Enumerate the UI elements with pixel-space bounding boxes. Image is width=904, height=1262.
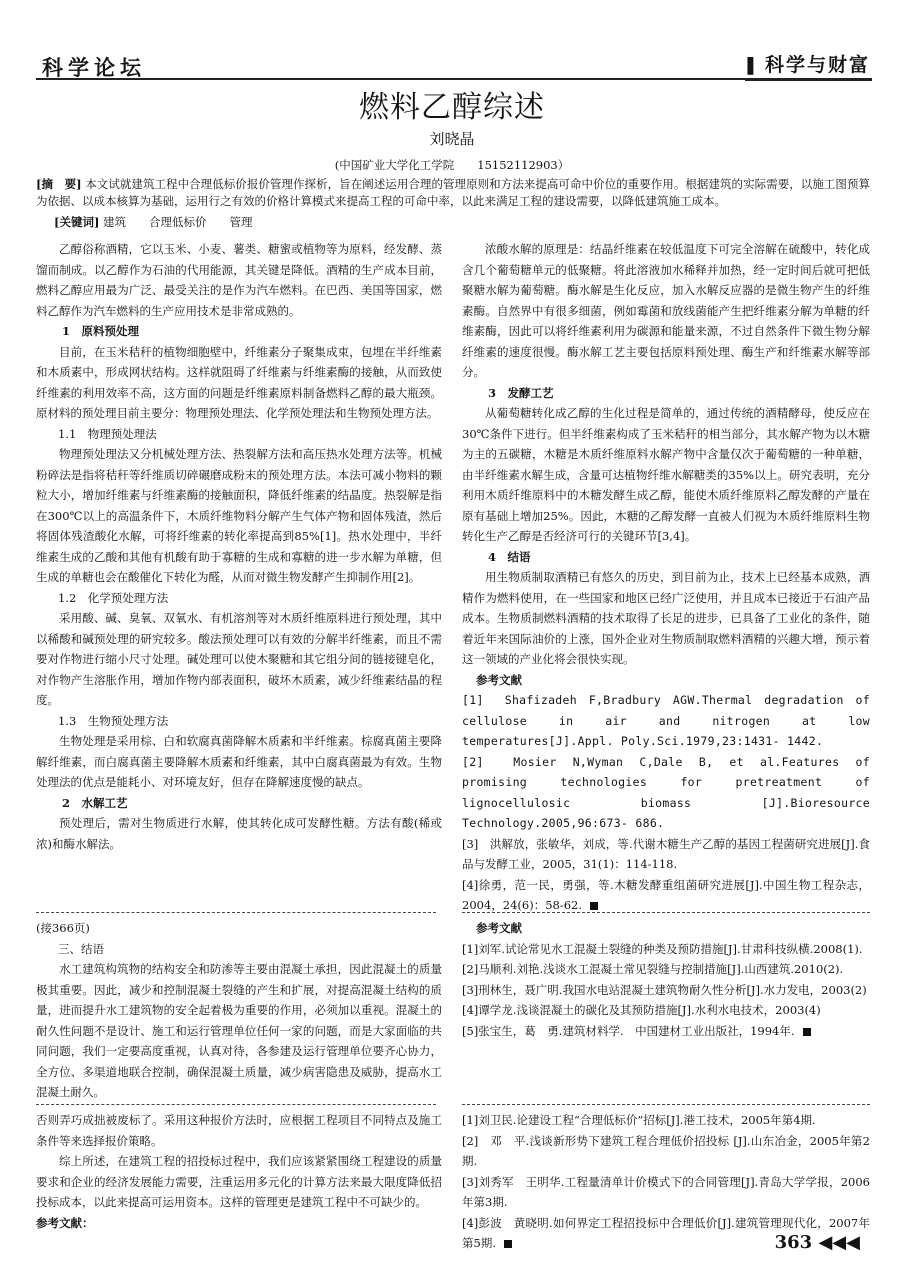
paragraph: 用生物质制取酒精已有悠久的历史，到目前为止，技术上已经基本成熟，酒精作为燃料使用，在一些国家和地区已经广泛使用，并且成本已接近于石油产品成本。生物质制燃料酒精的技术取得了长足的进步，已具备了工业化的条件，随着近年来国际油价的上涨，国外企业对生物质制取燃料酒精的兴趣大增，预示着这一领域的产业化将会很快实现。 (462, 570, 870, 666)
end-mark-icon (590, 902, 598, 910)
keywords-label: [关键词] (54, 215, 100, 229)
reference-item: [5]张宝生，葛 勇.建筑材料学. 中国建材工业出版社，1994年. (462, 1021, 870, 1042)
end-mark-icon (504, 1240, 512, 1248)
reference-item: [2]马顺利.刘艳.浅谈水工混凝土常见裂缝与控制措施[J].山西建筑.2010(2). (462, 962, 844, 976)
section-heading: 4 结语 (488, 549, 531, 564)
references-heading: 参考文献： (36, 1215, 94, 1230)
article-right-column (462, 239, 870, 916)
abstract-text: 本文试就建筑工程中合理低标价报价管理作探析，旨在阐述运用合理的管理原则和方法来提高可命中价位的重要作用。根据建筑的实际需要，以施工图预算为依据、以成本核算为基础，运用行之有效的价格计算模式来提高工程的可命中率，以此来满足工程的建设需要，以降低建筑施工成本。 (36, 177, 870, 208)
reference-item: [1]刘卫民.论建设工程“合理低标价”招标[J].港工技术，2005年第4期. (462, 1113, 816, 1127)
article-left-column (36, 239, 442, 854)
paragraph: 预处理后，需对生物质进行水解，使其转化成可发酵性糖。方法有酸(稀或浓)和酶水解法。 (36, 816, 442, 851)
reference-item: [3]刑林生，聂广明.我国水电站混凝土建筑物耐久性分析[J].水力发电，2003(2) (462, 982, 867, 997)
paragraph: (接366页) (36, 921, 90, 935)
paragraph: 否则弄巧成拙被废标了。采用这种报价方法时，应根据工程项目不同特点及施工条件等来选择报价策略。 (36, 1113, 442, 1148)
journal-name-text: 科学与财富 (764, 54, 870, 76)
paragraph: 从葡萄糖转化成乙醇的生化过程是简单的，通过传统的酒精酵母，使反应在30℃条件下进行。但半纤维素构成了玉米秸秆的相当部分，其水解产物为以木糖为主的五碳糖，木糖是木质纤维原料水解产物中含量仅次于葡萄糖的一种单糖，由半纤维素水解生成，含量可达植物纤维水解糖类的35%以上。研究表明，充分利用木质纤维原料中的木糖发酵生成乙醇，能使木质纤维原料乙醇发酵的产量在原有基础上增加25%。因此，木糖的乙醇发酵一直被人们视为木质纤维原料生物转化生产乙醇是否经济可行的关键环节[3,4]。 (462, 406, 870, 543)
end-mark-icon (803, 1028, 811, 1036)
reference-item: [3]刘秀军 王明华.工程量清单计价模式下的合同管理[J].青岛大学学报，2006年第3期. (462, 1174, 870, 1209)
section-divider (462, 1104, 870, 1105)
reference-item: [4]彭波 黄晓明.如何界定工程招投标中合理低价[J].建筑管理现代化，2007年第5期. (462, 1215, 870, 1250)
references-heading: 参考文献 (476, 672, 522, 687)
continued-article-left (36, 1110, 442, 1233)
reference-item: [4]徐勇，范一民，勇强，等.木糖发酵重组菌研究进展[J].中国生物工程杂志，2004，24(6)：58-62. (462, 877, 870, 912)
subsection-heading: 1.3 生物预处理方法 (58, 713, 169, 728)
reference-item: [4]谭学龙.浅谈混凝土的碳化及其预防措施[J].水利水电技术，2003(4) (462, 1003, 821, 1017)
continued-article-left (36, 918, 442, 1103)
reference-item: [2] 邓 平.浅谈新形势下建筑工程合理低价招投标 [J].山东冶金，2005年第2期. (462, 1133, 870, 1168)
section-heading: 1 原料预处理 (62, 324, 140, 338)
reference-item: [1] Shafizadeh F,Bradbury AGW.Thermal degradation of cellulose in air and nitrogen at low temperatures[J].Appl. Poly.Sci.1979,23:1431- 1442. (462, 693, 870, 748)
keywords-text: 建筑 合理低标价 管理 (103, 215, 253, 229)
references-heading: 参考文献 (476, 921, 522, 935)
subsection-heading: 1.2 化学预处理方法 (58, 590, 169, 605)
paragraph: 生物处理是采用棕、白和软腐真菌降解木质素和半纤维素。棕腐真菌主要降解纤维素，而白腐真菌主要降解木质素和纤维素，其中白腐真菌最为有效。生物处理法的优点是能耗小、对环境友好，但存在降解速度慢的缺点。 (36, 734, 442, 789)
continued-article-references (462, 918, 870, 1041)
section-divider (36, 1104, 436, 1105)
reference-item: [1]刘军.试论常见水工混凝土裂缝的种类及预防措施[J].甘肃科技纵横.2008(1). (462, 941, 863, 956)
article-affiliation: (中国矿业大学化工学院 15152112903） (334, 158, 570, 172)
subsection-heading: 1.1 物理预处理法 (58, 426, 157, 441)
paragraph: 采用酸、碱、臭氧、双氧水、有机溶剂等对木质纤维原料进行预处理，其中以稀酸和碱预处理的研究较多。酸法预处理可以有效的分解半纤维素，而且不需要对作物进行缩小尺寸处理。碱处理可以使木聚糖和其它组分间的链接键皂化，对作物产生溶胀作用，增加作物内部表面积，破坏木质素，减少纤维素结晶的程度。 (36, 611, 442, 707)
header-mark-icon: ▌ (747, 57, 761, 75)
keywords (54, 214, 854, 230)
journal-section-label: 科学论坛 (42, 56, 146, 80)
section-divider (36, 912, 436, 913)
abstract-label: [摘 要] (36, 177, 82, 191)
paragraph: 综上所述，在建筑工程的招投标过程中，我们应该紧紧围绕工程建设的质量要求和企业的经济发展能力需要，注重运用多元化的计算方法来最大限度降低招投标成本，以此来提高可运用资本。这样的管理更是建筑工程中不可缺少的。 (36, 1154, 442, 1209)
article-title: 燃料乙醇综述 (359, 90, 545, 125)
paragraph: 水工建筑构筑物的结构安全和防渗等主要由混凝土承担，因此混凝土的质量极其重要。因此，减少和控制混凝土裂缝的产生和扩展，对提高混凝土结构的质量，进而提升水工建筑物的安全起着极为重要的作用，必须加以重视。混凝土的耐久性问题不是设计、施工和运行管理单位任何一家的问题，而是大家面临的共同问题，我们一定要高度重视，认真对待，各参建及运行管理单位要齐心协力，全方位、多渠道地联合控制，确保混凝土质量，减少病害隐患及威胁，提高水工混凝土耐久。 (36, 962, 442, 1099)
page-arrow-icon: ◀◀◀ (818, 1232, 860, 1253)
subsection-heading: 三、结语 (58, 941, 104, 956)
reference-item: [3] 洪解放，张敏华，刘成，等.代谢木糖生产乙醇的基因工程菌研究进展[J].食品与发酵工业，2005，31(1)：114-118. (462, 836, 870, 871)
paragraph: 浓酸水解的原理是：结晶纤维素在较低温度下可完全溶解在硫酸中，转化成含几个葡萄糖单元的低聚糖。将此溶液加水稀释并加热，经一定时间后就可把低聚糖水解为葡萄糖。酶水解是生化反应，加入水解反应器的是微生物产生的纤维素酶。自然界中有很多细菌，例如霉菌和放线菌能产生把纤维素分解为单糖的纤维素酶，因此可以将纤维素利用为碳源和能量来源，不过自然条件下微生物分解纤维素的速度很慢。酶水解工艺主要包括原料预处理、酶生产和纤维素水解等部分。 (462, 242, 870, 379)
section-heading: 2 水解工艺 (62, 795, 128, 810)
paragraph: 目前，在玉米秸秆的植物细胞壁中，纤维素分子聚集成束，包埋在半纤维素和木质素中，形成网状结构。这样就阻碍了纤维素与纤维素酶的接触，从而致使纤维素的利用效率不高，这方面的问题是纤维素原料制备燃料乙醇的最大瓶颈。原材料的预处理目前主要分：物理预处理法、化学预处理法和生物预处理方法。 (36, 344, 442, 420)
page-number (775, 1232, 860, 1253)
section-divider (462, 912, 870, 913)
abstract (36, 176, 870, 210)
page-number-text: 363 (774, 1232, 813, 1253)
paragraph: 物理预处理法又分机械处理方法、热裂解方法和高压热水处理方法等。机械粉碎法是指将秸秆等纤维质切碎碾磨成粉末的预处理方法。本法可减小物料的颗粒大小，增加纤维素与纤维素酶的接触面积，降低纤维素的结晶度。热裂解是指在300℃以上的高温条件下，木质纤维物料分解产生气体产物和固体残渣，然后将固体残渣酸化水解，可将纤维素的转化率提高到85%[1]。热水处理中，半纤维素生成的乙酸和其他有机酸有助于寡糖的生成和寡糖的进一步水解为单糖，但生成的单糖也会在酸催化下转化为醛，从而对微生物发酵产生抑制作用[2]。 (36, 447, 442, 584)
section-heading: 3 发酵工艺 (488, 385, 554, 400)
paragraph: 乙醇俗称酒精，它以玉米、小麦、薯类、糖蜜或植物等为原料，经发酵、蒸馏而制成。以乙醇作为石油的代用能源，其关键是降低。酒精的生产成本目前，燃料乙醇应用最为广泛、最受关注的是作为汽车燃料。在巴西、美国等国家，燃料乙醇作为汽车燃料的生产应用技术是非常成熟的。 (36, 242, 442, 318)
article-author: 刘晓晶 (429, 130, 475, 148)
reference-item: [2] Mosier N,Wyman C,Dale B, et al.Features of promising technologies for pretreatment of lignocellulosic biomass [J].Bioresource Technology.2005,96:673- 686. (462, 754, 870, 830)
journal-name (745, 50, 872, 81)
